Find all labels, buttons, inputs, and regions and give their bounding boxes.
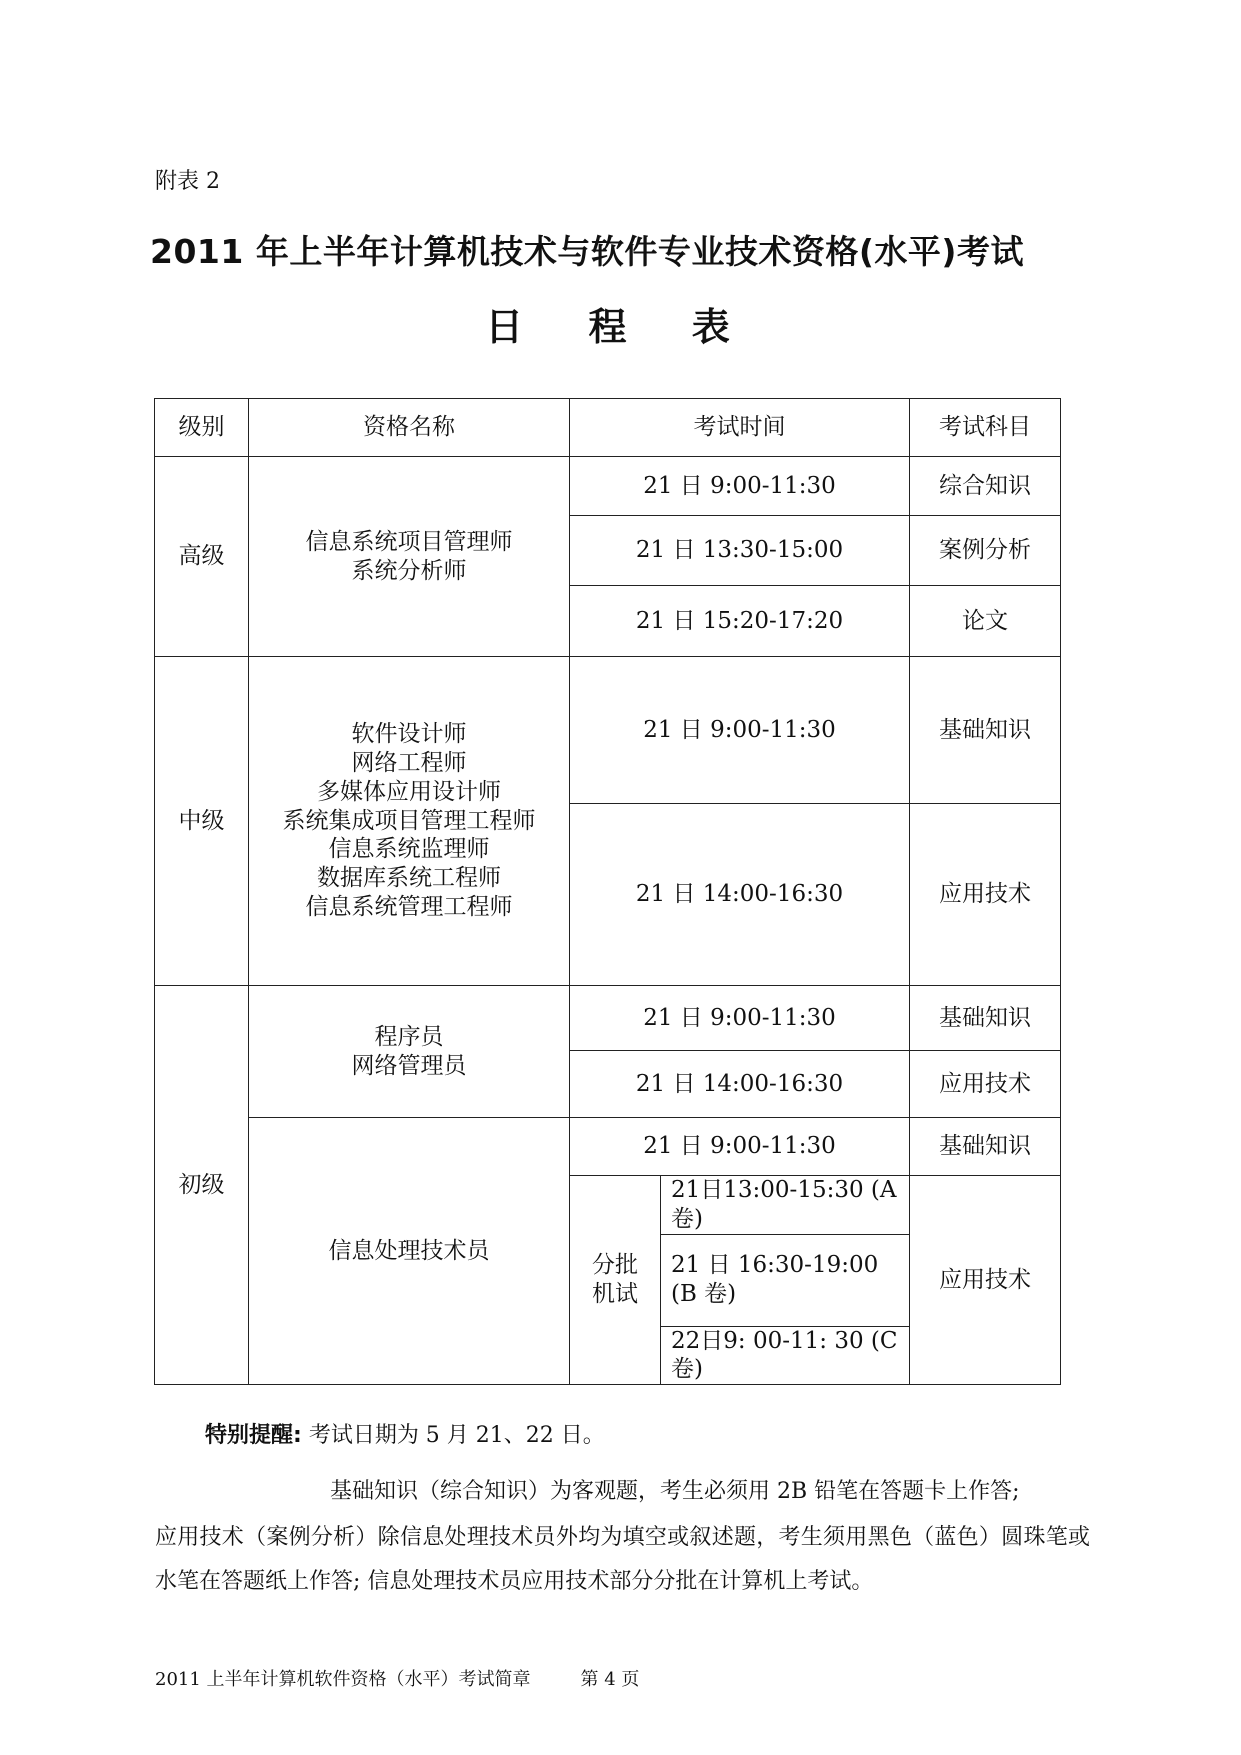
qualification-name: 数据库系统工程师 (317, 865, 501, 892)
header-qualification: 资格名称 (249, 399, 570, 457)
qualification-name: 信息处理技术员 (249, 1118, 570, 1385)
header-exam-time: 考试时间 (570, 399, 910, 457)
qualification-name: 信息系统管理工程师 (305, 893, 513, 920)
note-paragraph-1: 基础知识（综合知识）为客观题，考生必须用 2B 铅笔在答题卡上作答; (330, 1479, 1020, 1504)
qualification-name: 软件设计师 (351, 721, 467, 748)
footer-document-name: 2011 上半年计算机软件资格（水平）考试简章 (155, 1669, 531, 1690)
document-title: 2011 年上半年计算机技术与软件专业技术资格(水平)考试 (150, 232, 1024, 271)
page-footer (155, 1665, 639, 1691)
level-senior: 高级 (155, 457, 249, 657)
exam-time: 21 日 9:00-11:30 (570, 657, 910, 804)
header-level: 级别 (155, 399, 249, 457)
table-row (155, 986, 1061, 1051)
qualification-name: 系统集成项目管理工程师 (282, 807, 536, 834)
exam-time: 21 日 13:30-15:00 (570, 516, 910, 586)
table-row (155, 457, 1061, 516)
batch-exam-label: 分批 机试 (570, 1176, 661, 1385)
table-row (155, 1118, 1061, 1176)
appendix-label: 附表 2 (155, 169, 220, 194)
qualification-name: 多媒体应用设计师 (317, 778, 501, 805)
batch-time: 22日9: 00-11: 30 (C卷) (661, 1326, 910, 1385)
exam-subject: 应用技术 (910, 804, 1061, 986)
header-subject: 考试科目 (910, 399, 1061, 457)
junior-qualifications-group1 (249, 986, 570, 1118)
exam-time: 21 日 9:00-11:30 (570, 1118, 910, 1176)
exam-subject: 基础知识 (910, 1118, 1061, 1176)
batch-time: 21 日 16:30-19:00 (B 卷) (661, 1234, 910, 1326)
senior-qualifications (249, 457, 570, 657)
reminder-text: 考试日期为 5 月 21、22 日。 (308, 1423, 605, 1448)
exam-subject: 基础知识 (910, 657, 1061, 804)
batch-time: 21日13:00-15:30 (A卷) (661, 1176, 910, 1235)
level-intermediate: 中级 (155, 657, 249, 986)
exam-subject: 基础知识 (910, 986, 1061, 1051)
exam-time: 21 日 14:00-16:30 (570, 1051, 910, 1118)
footer-page-number: 第 4 页 (580, 1669, 640, 1690)
table-row (155, 657, 1061, 804)
exam-subject: 应用技术 (910, 1176, 1061, 1385)
exam-time: 21 日 14:00-16:30 (570, 804, 910, 986)
document-subtitle: 日 程 表 (485, 305, 756, 349)
qualification-name: 网络管理员 (351, 1052, 467, 1079)
qualification-name: 信息系统项目管理师 (305, 528, 513, 555)
qualification-name: 网络工程师 (351, 750, 467, 777)
exam-subject: 论文 (910, 586, 1061, 657)
exam-subject: 应用技术 (910, 1051, 1061, 1118)
exam-time: 21 日 15:20-17:20 (570, 586, 910, 657)
qualification-name: 系统分析师 (351, 557, 467, 584)
table-header-row (155, 399, 1061, 457)
exam-time: 21 日 9:00-11:30 (570, 457, 910, 516)
note-paragraph-2: 应用技术（案例分析）除信息处理技术员外均为填空或叙述题，考生须用黑色（蓝色）圆珠笔或水笔在答题纸上作答; 信息处理技术员应用技术部分分批在计算机上考试。 (155, 1525, 1090, 1594)
exam-time: 21 日 9:00-11:30 (570, 986, 910, 1051)
special-reminder (205, 1418, 605, 1449)
level-junior: 初级 (155, 986, 249, 1385)
exam-schedule-table (154, 398, 1061, 1385)
intermediate-qualifications (249, 657, 570, 986)
qualification-name: 信息系统监理师 (328, 836, 490, 863)
exam-subject: 案例分析 (910, 516, 1061, 586)
qualification-name: 程序员 (374, 1023, 444, 1050)
reminder-label: 特别提醒: (205, 1423, 302, 1448)
exam-subject: 综合知识 (910, 457, 1061, 516)
